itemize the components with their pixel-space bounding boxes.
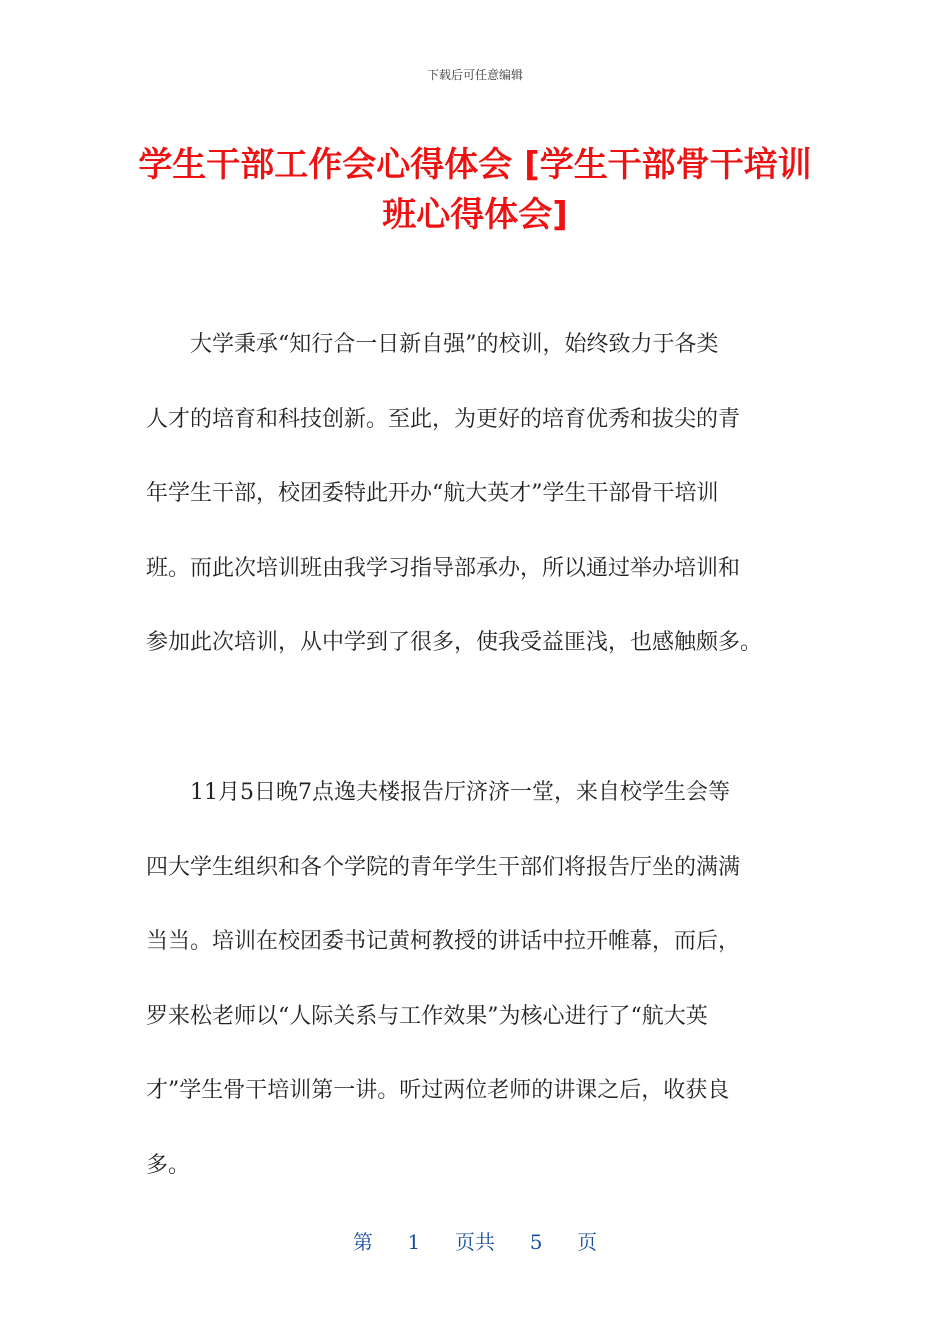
- paragraph-line: 罗来松老师以“人际关系与工作效果”为核心进行了“航大英: [146, 1003, 708, 1029]
- header-note: 下载后可任意编辑: [426, 68, 523, 82]
- footer-total-pages: 5: [529, 1230, 543, 1254]
- paragraph-line: 四大学生组织和各个学院的青年学生干部们将报告厅坐的满满: [146, 854, 741, 880]
- footer-mid: 页共: [455, 1230, 495, 1254]
- title-line-2: 班心得体会]: [382, 195, 568, 235]
- paragraph-1: [146, 330, 796, 703]
- paragraph-line: 班。而此次培训班由我学习指导部承办，所以通过举办培训和: [146, 555, 741, 581]
- paragraph-line: 才”学生骨干培训第一讲。听过两位老师的讲课之后，收获良: [146, 1078, 730, 1104]
- document-title: [130, 140, 820, 240]
- paragraph-line: 大学秉承“知行合一日新自强”的校训，始终致力于各类: [190, 332, 719, 357]
- paragraph-line: 人才的培育和科技创新。至此，为更好的培育优秀和拔尖的青: [146, 406, 741, 432]
- footer-prefix: 第: [352, 1230, 373, 1254]
- paragraph-line: 多。: [146, 1152, 191, 1178]
- paragraph-line: 参加此次培训，从中学到了很多，使我受益匪浅，也感触颇多。: [146, 630, 763, 656]
- title-line-1: 学生干部工作会心得体会 [学生干部骨干培训: [138, 145, 812, 185]
- paragraph-line: 年学生干部，校团委特此开办“航大英才”学生干部骨干培训: [146, 481, 719, 507]
- footer-page-number: 1: [407, 1230, 421, 1254]
- page-footer: [0, 1226, 950, 1255]
- paragraph-line: 当当。培训在校团委书记黄柯教授的讲话中拉开帷幕，而后，: [146, 929, 741, 955]
- footer-suffix: 页: [577, 1230, 598, 1254]
- paragraph-line: 11月5日晚7点逸夫楼报告厅济济一堂，来自校学生会等: [190, 780, 730, 805]
- paragraph-2: [146, 778, 796, 1226]
